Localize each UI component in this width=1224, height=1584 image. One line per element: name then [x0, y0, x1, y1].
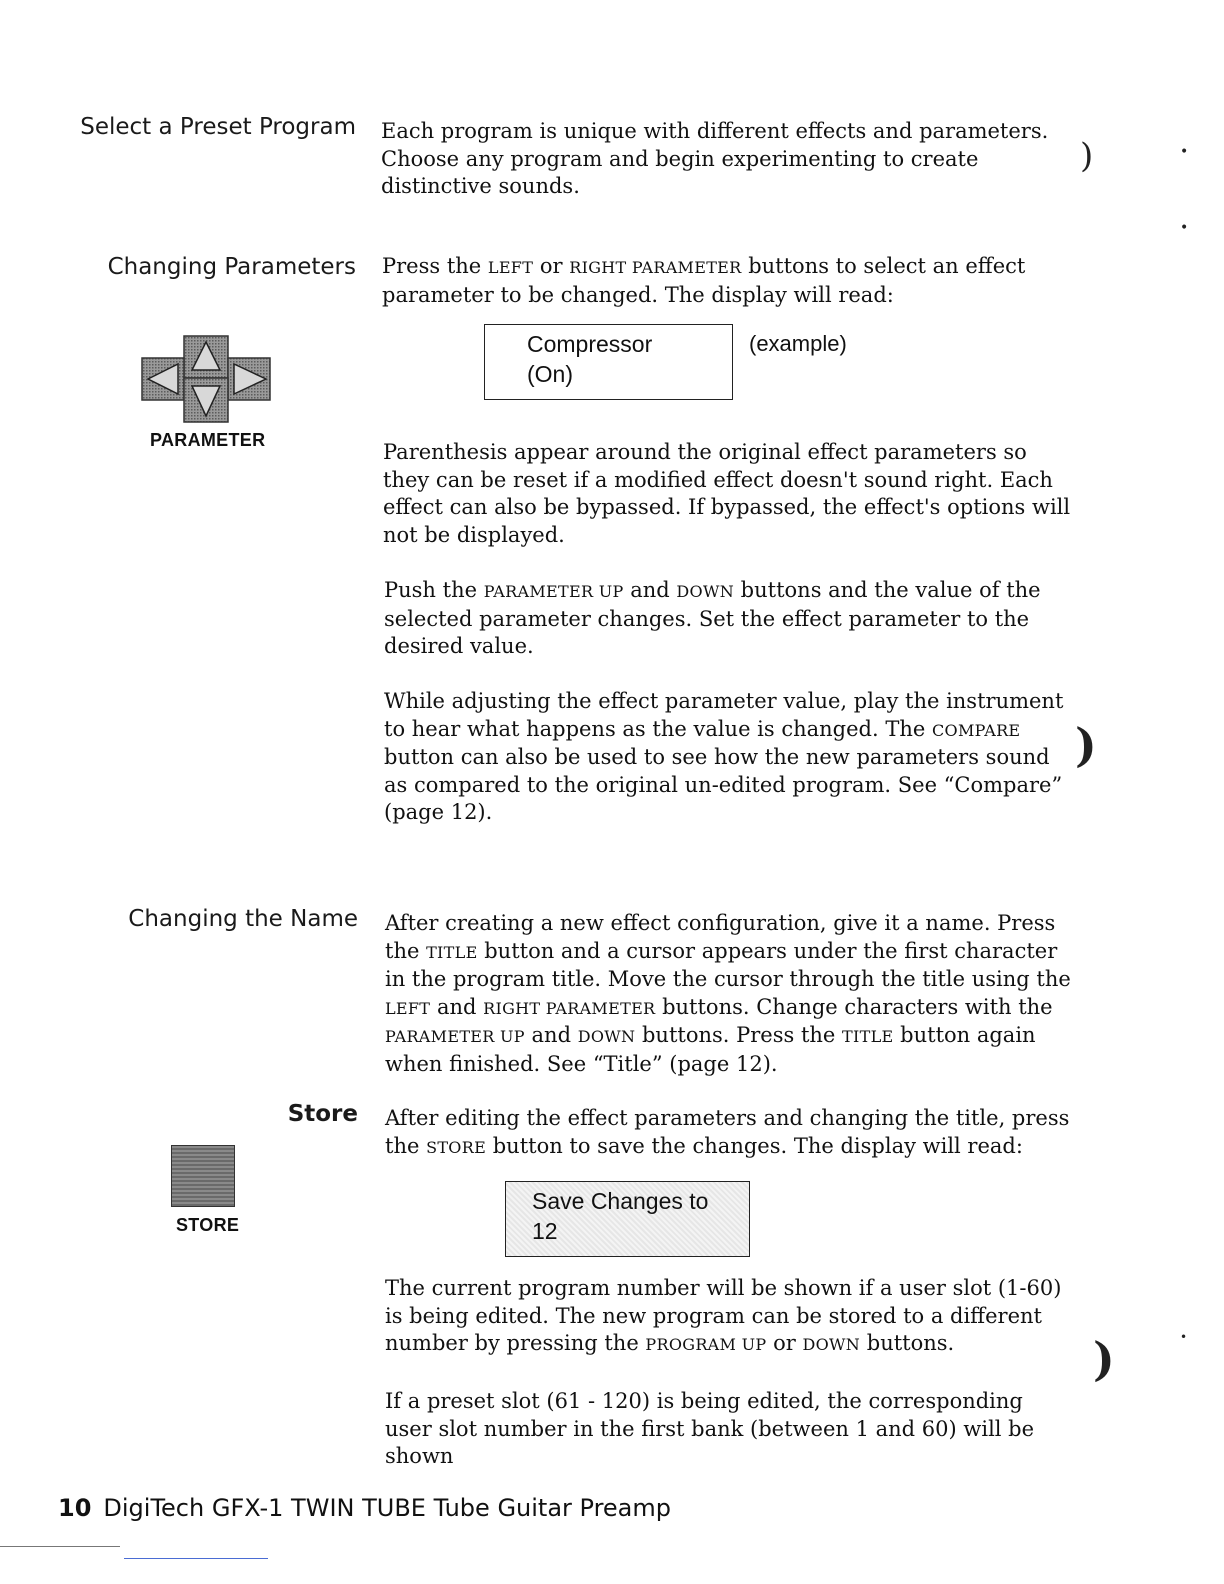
margin-dot-mark: •: [1180, 144, 1189, 160]
manual-title: DigiTech GFX-1 TWIN TUBE Tube Guitar Preamp: [103, 1494, 672, 1522]
footer-rule: [0, 1546, 120, 1547]
lcd-line-1: Compressor: [527, 331, 653, 357]
parameter-caption: PARAMETER: [150, 430, 266, 450]
compare-paragraph: While adjusting the effect parameter value, play the instrument to hear what happens as the value is changed. The COMPARE button can also be used to see how the new parameters sound as compared to the original un-edited program. See “Compare” (page 12).: [384, 689, 1064, 824]
parenthesis-paragraph: Parenthesis appear around the original effect parameters so they can be reset if a modified effect doesn't sound right. Each effect can also be bypassed. If bypassed, the effect's options will not be displayed.: [383, 440, 1071, 547]
margin-bracket-mark: ): [1080, 136, 1094, 176]
lcd-line-1: Save Changes to: [532, 1188, 709, 1214]
store-button[interactable]: [171, 1145, 235, 1207]
preset-slot-paragraph: If a preset slot (61 - 120) is being edited, the corresponding user slot number in the first bank (between 1 and 60) will be shown: [385, 1389, 1035, 1468]
example-note: (example): [749, 331, 847, 356]
select-preset-text: Each program is unique with different effects and parameters. Choose any program and begin experimenting to create distinctive sounds.: [381, 119, 1049, 198]
changing-parameters-intro: Press the LEFT or RIGHT PARAMETER buttons to select an effect parameter to be changed. The display will read:: [382, 254, 1026, 307]
store-text: After editing the effect parameters and changing the title, press the STORE button to save the changes. The display will read:: [385, 1106, 1070, 1158]
margin-dot-mark: •: [1180, 1330, 1188, 1344]
lcd-line-2: 12: [532, 1218, 558, 1244]
parameter-button-cluster[interactable]: [140, 334, 274, 424]
heading-changing-name: Changing the Name: [128, 906, 358, 932]
margin-bracket-mark: ): [1093, 1332, 1115, 1386]
heading-changing-parameters: Changing Parameters: [107, 254, 356, 280]
lcd-line-2: (On): [527, 361, 573, 387]
footer-rule-blue: [124, 1558, 268, 1559]
changing-name-text: After creating a new effect configuration, give it a name. Press the TITLE button and a cursor appears under the first character in the program title. Move the cursor through the title using the LEFT and RIGHT PARAMETER buttons. Change characters with the PARAMETER UP and DOWN buttons. Press the TITLE button again when finished. See “Title” (page 12).: [385, 911, 1071, 1076]
lcd-display-compressor: [484, 324, 733, 400]
margin-bracket-mark: ): [1075, 718, 1097, 772]
page-footer: [58, 1494, 671, 1522]
store-caption: STORE: [176, 1215, 240, 1235]
parameter-up-down-paragraph: Push the PARAMETER UP and DOWN buttons and the value of the selected parameter changes. Set the effect parameter to the desired value.: [384, 578, 1041, 658]
heading-store: Store: [287, 1101, 358, 1127]
parameter-left-button[interactable]: [142, 358, 184, 400]
lcd-display-save-changes: [505, 1181, 750, 1257]
current-program-paragraph: The current program number will be shown if a user slot (1-60) is being edited. The new program can be stored to a different number by pressing the PROGRAM UP or DOWN buttons.: [385, 1276, 1062, 1355]
parameter-right-button[interactable]: [228, 358, 270, 400]
page-number: 10: [58, 1494, 92, 1522]
parameter-down-button[interactable]: [184, 378, 228, 422]
margin-dot-mark: •: [1180, 220, 1189, 236]
parameter-up-button[interactable]: [184, 336, 228, 378]
heading-select-preset: Select a Preset Program: [80, 114, 356, 140]
